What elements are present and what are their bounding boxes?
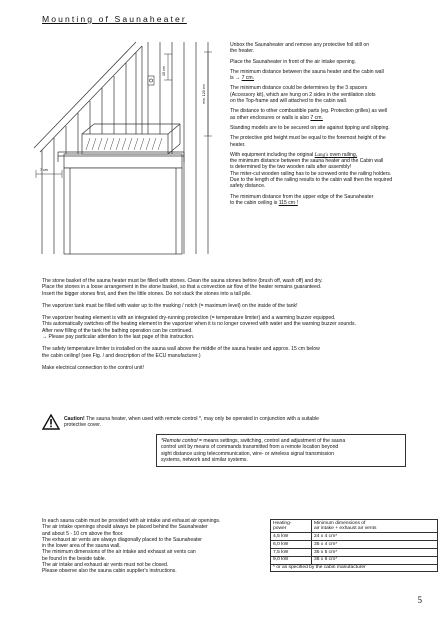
min-distance-text: The minimum distance between the sauna heater and the cabin wall is → 7 cm. [230,68,384,82]
standing-models-text: Standing models are to be secured on site against tipping and slipping. [230,124,390,131]
caution-text: Caution! The sauna heater, when used with remote control *, may only be operated in conjunction with a suitable protective cover. [64,416,320,429]
table-cell: 38 x 6 cm* [312,556,438,564]
page-title: Mounting of Saunaheater [42,14,187,24]
table-row [271,548,438,556]
vaporizer-fill-text: The vaporizer tank must be filled with water up to the marking / notch (= maximum level) on the inside of the tank! [42,302,298,309]
body-section [42,278,436,371]
table-cell: 6,0 kW [271,541,312,549]
dim-side-label: min. 120 cm [202,84,206,104]
table-row [271,533,438,541]
spacers-text: The minimum distance could be determines by the 3 spacers (Accessory kit), which are hung on 2 sides in the ventilation slots on the Top-frame and will attached to the cabin wall. [230,85,376,105]
dim-left-label: 7 cm [40,168,48,172]
table-row [271,556,438,564]
electrical-connection-text: Make electrical connection to the control unit! [42,364,144,371]
vaporizer-heating-text: The vaporizer heating element is with an integrated dry-running protection (= temperature limiter) and a warming buzzer equipped. This automatically switches off the heating element in the vaporizer when it is no longer covered with water and the warning buzzer sounds. After new filling of the tank the bathing operation can be continued. → Please pay particular attention to the last page of this instruction. [42,315,356,341]
air-openings-text: In each sauna cabin must be provided with air intake and exhaust air openings. The air intake openings should always be placed behind the Saunaheater and about 5 - 10 cm above the floor. The exhaust air vents are always diagonally placed to the Saunaheater in the lower area of the sauna wall. The minimum dimensions of the air intake and exhaust air vents can be found in the beside table. The air intake and exhaust air vents must not be closed. Please observe also the sauna cabin supplier's instructions. [42,518,221,575]
combustible-distance-text: The distance to other combustible parts (eg. Protection grilles) as well as other enclosures or walls is also 7 cm. [230,108,388,121]
table-header-cell: Minimum dimensions of air intake + exhaust air vents [312,520,438,533]
table-row [271,541,438,549]
table-cell: 4,5 kW [271,533,312,541]
table-note-row [271,564,438,572]
unbox-text: Unbox the Saunaheater and remove any protective foil still on the heater. [230,42,370,55]
stones-text: The stone basket of the sauna heater must be filled with stones. Clean the sauna stones before (brush off, wash off) and dry. Place the stones in a loose arrangement in the stone basket, so that a convection air flow of the heater remains guaranteed. Insert the bigger stones first, and then the little stones. Do not stack the stones into a tall pile. [42,278,323,297]
dim-top-label: 15 cm [162,66,166,76]
placement-text: Place the Saunaheater in front of the air intake opening. [230,58,357,65]
temperature-limiter-text: The safety temperature limiter is installed on the sauna wall above the middle of the sauna heater and approx. 15 cm below the cabin ceiling! (see Fig. / and description of the ECU manufacturer.) [42,346,320,359]
table-cell: 9,0 kW [271,556,312,564]
table-cell: 35 x 5 cm* [312,548,438,556]
table-note: * or as specified by the cabin manufacturer [271,564,438,572]
remote-control-definition: *Remote control = means settings, switching, control and adjustment of the sauna control unit by means of commands transmitted from a remote location beyond sight distance using telecommunication, wire- or wireless signal transmission systems, network and similar systems. [156,434,406,467]
table-header-row [271,520,438,533]
mounting-diagram [24,40,224,258]
protective-grid-text: The protective grid height must be equal to the foremost height of the heater. [230,135,386,148]
railing-text: With equipment including the original Lang's oven railing, the minimum distance between the sauna heater and the Cabin wall is determined by the two wooden rails after assembly! The miter-cut wooden railing has to be screwed onto the railing holders. Due to the length of the railing results to the cabin wall then the required safety distance. [230,151,393,190]
ceiling-distance-text: The minimum distance from the upper edge of the Saunaheater to the cabin ceiling is 115 cm ! [230,193,374,206]
page-number: 5 [417,595,422,605]
warning-icon [42,414,60,430]
table-cell: 35 x 4 cm* [312,541,438,549]
right-instructions [230,42,434,206]
table-cell: 7,5 kW [271,548,312,556]
air-vent-table [270,519,438,572]
table-header-cell: Heating- power [271,520,312,533]
table-cell: 24 x 4 cm* [312,533,438,541]
